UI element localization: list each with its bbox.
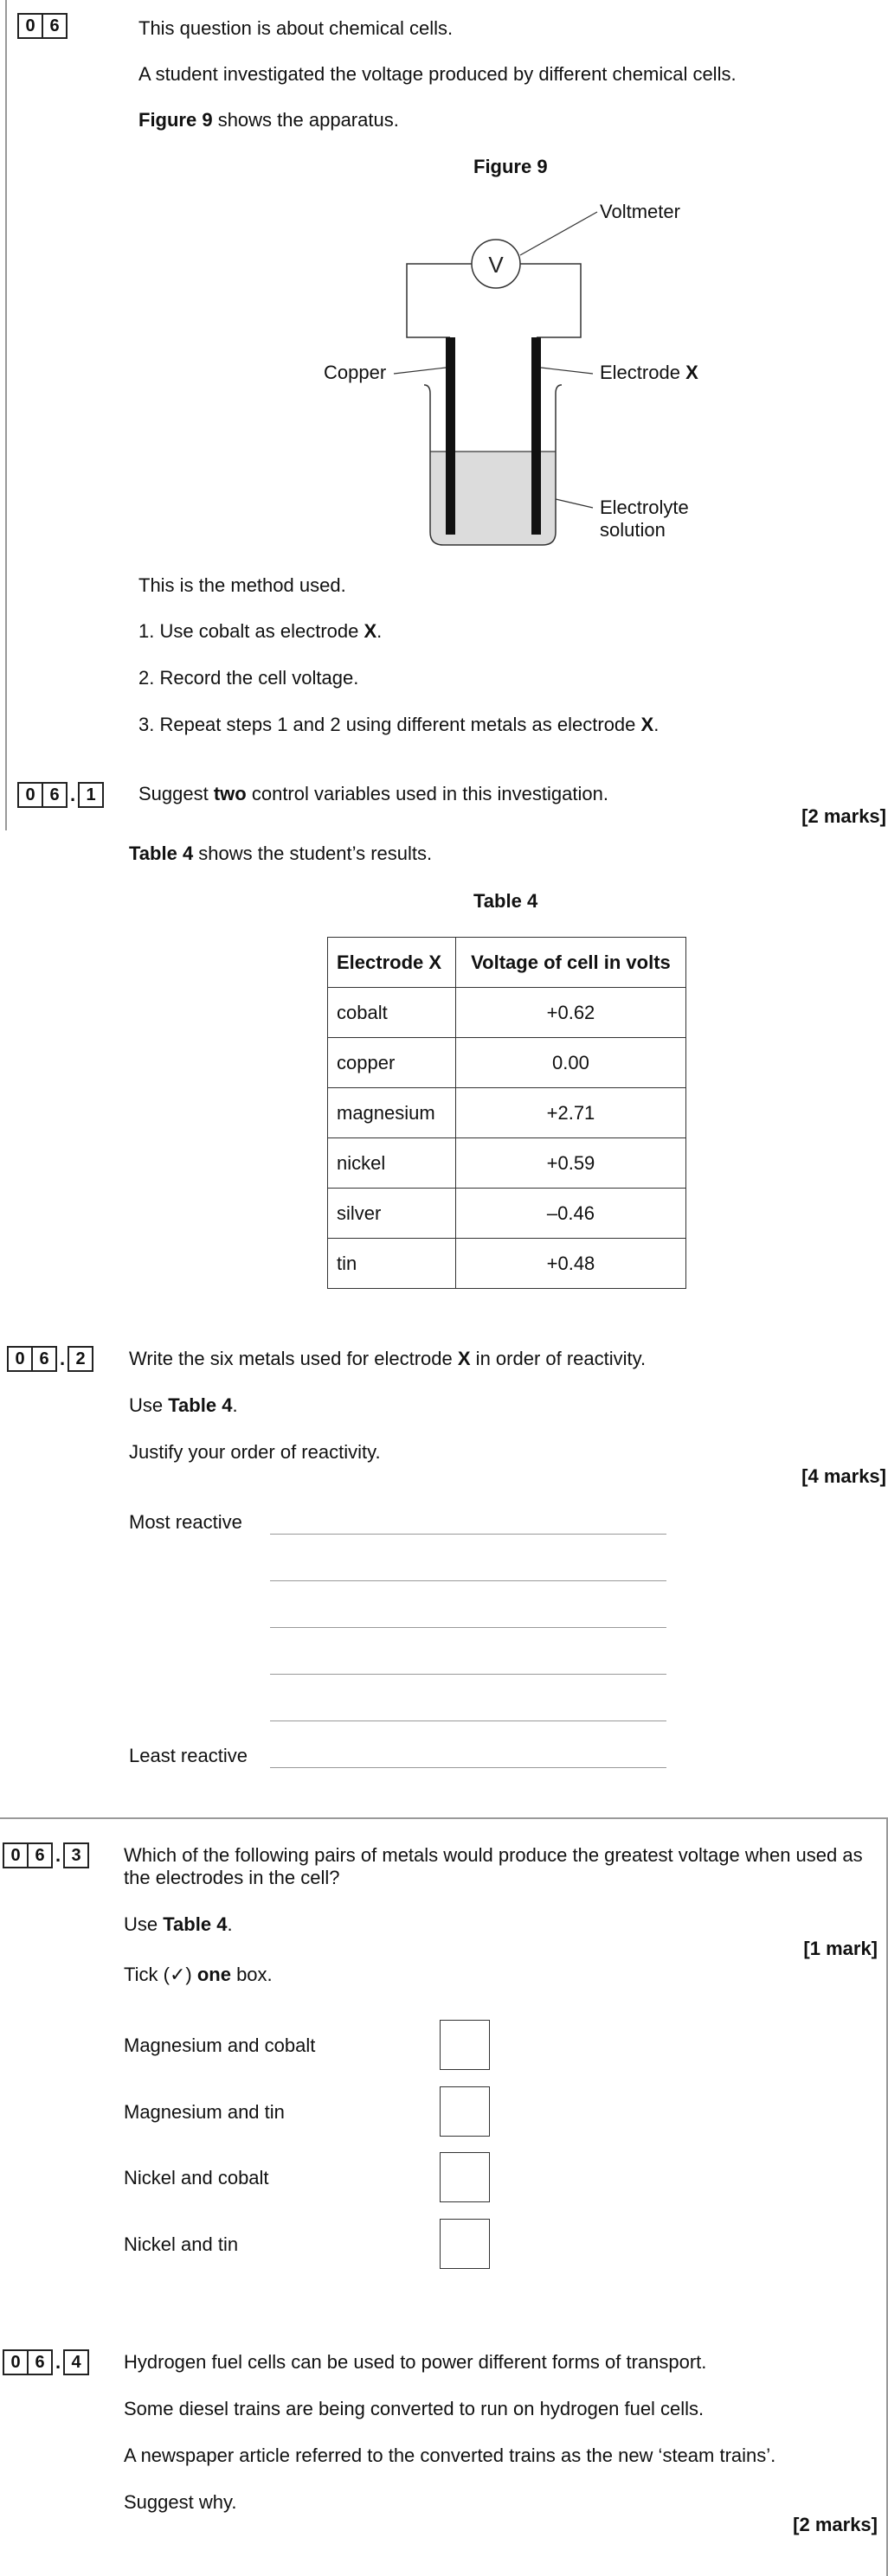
q06-3-question: Which of the following pairs of metals would produce the greatest voltage when used as the electrodes in the cell?: [124, 1844, 863, 1888]
number-digit: 0: [17, 13, 43, 39]
electrolyte-leader: [556, 499, 593, 508]
q06-2-marks: [4 marks]: [801, 1465, 886, 1487]
table-row: [328, 1239, 686, 1289]
number-digit: 6: [42, 782, 68, 808]
page-divider: [0, 1817, 888, 1819]
table-cell-voltage: +0.62: [455, 988, 685, 1038]
option-tick-box[interactable]: [440, 2219, 490, 2269]
step1-bold: X: [364, 620, 377, 642]
page-margin-line: [5, 0, 7, 830]
q06-3-tick-instruction: [124, 1964, 273, 1986]
table-row: [328, 1138, 686, 1189]
use-end: .: [227, 1913, 233, 1935]
step3-bold: X: [640, 714, 654, 735]
q06-figure-reference: [138, 109, 399, 131]
answer-line[interactable]: [270, 1767, 666, 1768]
voltmeter-leader: [520, 212, 597, 255]
option-tick-box[interactable]: [440, 2086, 490, 2137]
q06-4-line-4: Suggest why.: [124, 2491, 237, 2513]
figure-ref-bold: Figure 9: [138, 109, 213, 131]
answer-line[interactable]: [270, 1627, 666, 1628]
q06-4-marks: [2 marks]: [793, 2514, 878, 2535]
option-label: Magnesium and tin: [124, 2101, 285, 2123]
table-cell-voltage: +2.71: [455, 1088, 685, 1138]
label-electrode-x: [600, 362, 698, 384]
option-label: Nickel and tin: [124, 2233, 239, 2255]
use-bold: Table 4: [163, 1913, 228, 1935]
number-digit: 6: [27, 2349, 53, 2375]
table-cell-voltage: –0.46: [455, 1189, 685, 1239]
question-number-06: [17, 13, 68, 39]
label-electrode-x-bold: X: [685, 362, 698, 383]
tick-text: Tick (✓): [124, 1964, 197, 1985]
page-right-border: [886, 1817, 888, 2576]
q06-intro: This question is about chemical cells.: [138, 17, 454, 39]
number-digit: 4: [63, 2349, 89, 2375]
q06-1-text-bold: two: [213, 783, 247, 804]
q06-3-use-table: [124, 1913, 233, 1936]
table-cell-metal: cobalt: [328, 988, 456, 1038]
table-header-electrode: Electrode X: [328, 938, 456, 988]
q06-3-marks: [1 mark]: [803, 1938, 878, 1959]
number-digit: 2: [68, 1346, 93, 1372]
least-reactive-label: Least reactive: [129, 1745, 248, 1766]
tick-end: box.: [230, 1964, 273, 1985]
number-digit: 3: [63, 1842, 89, 1868]
number-digit: 0: [7, 1346, 33, 1372]
use-text: Use: [124, 1913, 164, 1935]
label-voltmeter: Voltmeter: [600, 201, 680, 222]
number-digit: 6: [27, 1842, 53, 1868]
table-row: [328, 1189, 686, 1239]
label-copper: Copper: [324, 362, 387, 383]
answer-line[interactable]: [270, 1534, 666, 1535]
option-tick-box[interactable]: [440, 2152, 490, 2202]
question-number-06-4: [3, 2349, 89, 2375]
label-electrolyte-line2: solution: [600, 519, 666, 541]
label-electrolyte-line1: Electrolyte: [600, 497, 689, 518]
most-reactive-label: Most reactive: [129, 1511, 242, 1533]
number-digit: 0: [3, 1842, 29, 1868]
q06-investigation: A student investigated the voltage produced by different chemical cells.: [138, 63, 737, 85]
method-step-1: [138, 620, 382, 643]
method-step-3: [138, 714, 659, 736]
table-cell-metal: tin: [328, 1239, 456, 1289]
q06-2-justify: Justify your order of reactivity.: [129, 1441, 381, 1463]
question-number-06-3: [3, 1842, 89, 1868]
option-tick-box[interactable]: [440, 2020, 490, 2070]
number-digit: 0: [17, 782, 43, 808]
tick-bold: one: [196, 1964, 231, 1985]
method-step-2: 2. Record the cell voltage.: [138, 667, 359, 689]
table-cell-metal: nickel: [328, 1138, 456, 1189]
electrode-x: [531, 337, 541, 535]
table-cell-metal: magnesium: [328, 1088, 456, 1138]
q06-1-marks: [2 marks]: [801, 805, 886, 827]
results-table: [327, 937, 686, 1289]
use-end: .: [232, 1394, 238, 1416]
table4-intro: [129, 843, 432, 865]
wire-right: [520, 264, 581, 337]
copper-electrode: [446, 337, 455, 535]
table4-title: Table 4: [473, 890, 538, 912]
q06-1-question: [138, 783, 608, 805]
figure-ref-rest: shows the apparatus.: [212, 109, 399, 131]
question-number-06-1: [17, 782, 104, 808]
number-dot: .: [55, 2351, 61, 2373]
q06-4-line-3: A newspaper article referred to the converted trains as the new ‘steam trains’.: [124, 2445, 776, 2466]
table-row: [328, 1088, 686, 1138]
table-cell-voltage: 0.00: [455, 1038, 685, 1088]
table-header-row: [328, 938, 686, 988]
figure-title: Figure 9: [473, 156, 548, 177]
table-cell-voltage: +0.48: [455, 1239, 685, 1289]
option-label: Nickel and cobalt: [124, 2167, 269, 2188]
question-number-06-2: [7, 1346, 93, 1372]
number-dot: .: [59, 1348, 66, 1369]
number-dot: .: [55, 1844, 61, 1866]
number-digit: 1: [78, 782, 104, 808]
step1-end: .: [376, 620, 383, 642]
table-cell-metal: copper: [328, 1038, 456, 1088]
number-digit: 0: [3, 2349, 29, 2375]
number-dot: .: [69, 784, 76, 805]
table-cell-metal: silver: [328, 1189, 456, 1239]
copper-leader: [394, 368, 446, 374]
table-row: [328, 988, 686, 1038]
table4-intro-rest: shows the student’s results.: [193, 843, 433, 864]
option-label: Magnesium and cobalt: [124, 2035, 316, 2056]
table-header-voltage: Voltage of cell in volts: [455, 938, 685, 988]
table4-intro-bold: Table 4: [129, 843, 194, 864]
method-intro: This is the method used.: [138, 574, 346, 596]
use-text: Use: [129, 1394, 169, 1416]
table-row: [328, 1038, 686, 1088]
answer-line[interactable]: [270, 1674, 666, 1675]
step3-text: 3. Repeat steps 1 and 2 using different metals as electrode: [138, 714, 641, 735]
use-bold: Table 4: [168, 1394, 233, 1416]
q06-2-text-bold: X: [457, 1348, 471, 1369]
number-digit: 6: [31, 1346, 57, 1372]
step3-end: .: [653, 714, 660, 735]
electrode-x-leader: [541, 368, 593, 374]
wire-left: [407, 264, 472, 337]
q06-2-text-before: Write the six metals used for electrode: [129, 1348, 458, 1369]
answer-line[interactable]: [270, 1580, 666, 1581]
q06-4-line-2: Some diesel trains are being converted to run on hydrogen fuel cells.: [124, 2398, 705, 2419]
q06-2-question: [129, 1348, 646, 1370]
q06-4-line-1: Hydrogen fuel cells can be used to power different forms of transport.: [124, 2351, 707, 2373]
q06-2-use-table: [129, 1394, 238, 1417]
q06-1-text-before: Suggest: [138, 783, 214, 804]
table-cell-voltage: +0.59: [455, 1138, 685, 1189]
number-digit: 6: [42, 13, 68, 39]
step1-text: 1. Use cobalt as electrode: [138, 620, 364, 642]
label-electrode-x-text: Electrode: [600, 362, 686, 383]
q06-2-text-after: in order of reactivity.: [470, 1348, 647, 1369]
q06-1-text-after: control variables used in this investigation.: [246, 783, 608, 804]
voltmeter-symbol: V: [488, 252, 504, 278]
